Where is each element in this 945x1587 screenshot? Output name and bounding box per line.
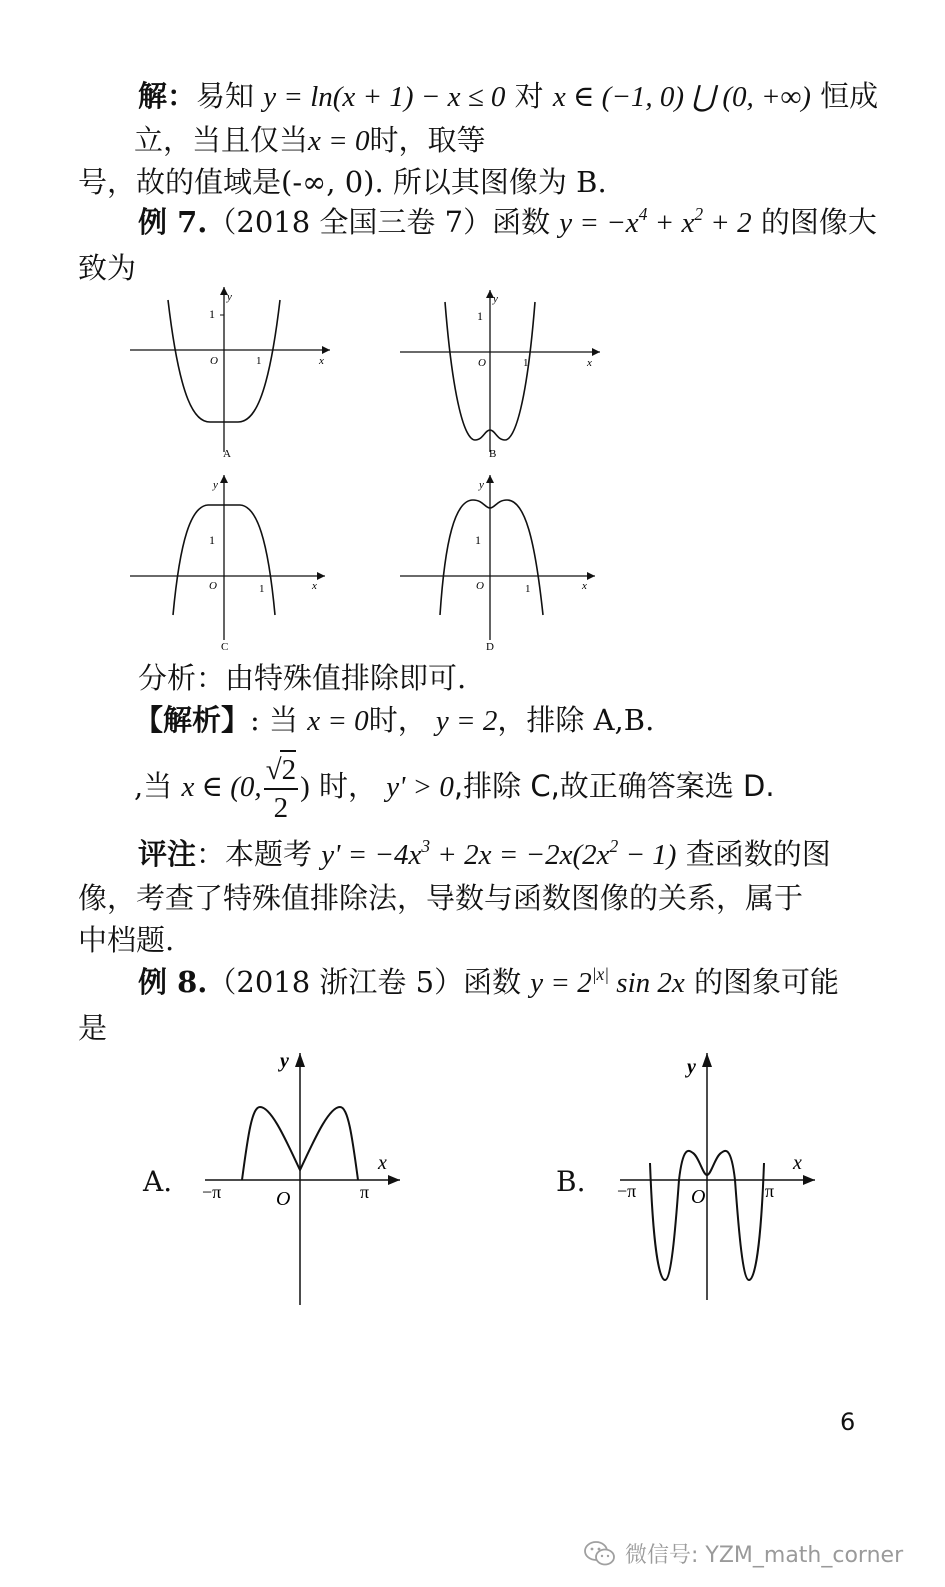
solution-expr: x = 0 bbox=[308, 125, 370, 157]
solution-text: 立，当且仅当 bbox=[134, 123, 309, 157]
example7-function: $y = -x^4 + x^2 + 2$ bbox=[559, 203, 752, 239]
comment-text: 查函数的图 bbox=[685, 837, 831, 871]
wechat-id: 微信号: YZM_math_corner bbox=[625, 1543, 904, 1568]
origin-label: O bbox=[276, 1188, 291, 1210]
example8-function: $y = 2^{|x|}$ sin 2x bbox=[530, 963, 685, 999]
y-arrow bbox=[295, 1053, 305, 1067]
example7-line-1 bbox=[138, 202, 877, 243]
example8-source: （2018 浙江卷 5）函数 bbox=[207, 965, 522, 999]
solution-expr: y = ln(x + 1) − x ≤ 0 bbox=[263, 81, 506, 113]
tick-label: 1 bbox=[477, 309, 483, 323]
x-label: x bbox=[587, 357, 592, 369]
solution-text: 时，取等 bbox=[369, 123, 486, 157]
example8-text: 的图象可能 bbox=[693, 965, 839, 999]
comment-line-2: 像，考查了特殊值排除法，导数与函数图像的关系，属于 bbox=[78, 881, 804, 915]
example8-line-1 bbox=[138, 962, 839, 1003]
x-arrow bbox=[322, 346, 330, 354]
graph-label-C: C bbox=[221, 641, 229, 653]
jiexi-text: : 当 bbox=[250, 703, 299, 737]
solution-text: 易知 bbox=[196, 79, 255, 113]
comment-text: ：本题考 bbox=[196, 837, 313, 871]
tick-label: 1 bbox=[256, 355, 262, 367]
option-B-label: B. bbox=[556, 1165, 586, 1198]
x-label: x bbox=[582, 580, 587, 592]
graph-A bbox=[125, 282, 345, 460]
option-A-label: A. bbox=[143, 1165, 173, 1198]
y-arrow bbox=[486, 475, 494, 483]
tick-label: 1 bbox=[475, 533, 481, 547]
curve-D bbox=[440, 500, 543, 615]
pi-label: π bbox=[765, 1181, 775, 1201]
example7-line-2: 致为 bbox=[78, 251, 137, 285]
wechat-icon bbox=[583, 1540, 617, 1568]
graph-B bbox=[395, 282, 615, 460]
y-label: y bbox=[280, 1050, 289, 1072]
page-number: 6 bbox=[840, 1408, 856, 1436]
tick-label: 1 bbox=[209, 307, 215, 321]
analysis-line: 分析：由特殊值排除即可. bbox=[138, 661, 467, 695]
tick-label: 1 bbox=[525, 583, 531, 595]
comment-label: 评注 bbox=[138, 837, 197, 871]
x-label: x bbox=[793, 1152, 802, 1174]
y-label: y bbox=[493, 293, 498, 305]
jiexi-expr: ) bbox=[300, 771, 310, 803]
y-arrow bbox=[702, 1053, 712, 1067]
jiexi-text: ,当 bbox=[134, 769, 173, 803]
pi-label: π bbox=[360, 1182, 370, 1202]
jiexi-expr: x ∈ (0, bbox=[181, 771, 262, 803]
example7-source: （2018 全国三卷 7）函数 bbox=[207, 205, 551, 239]
jiexi-expr: y = 2 bbox=[435, 705, 498, 737]
origin-label: O bbox=[478, 357, 486, 369]
jiexi-line-1 bbox=[134, 700, 654, 741]
solution-text: 对 bbox=[514, 79, 544, 113]
comment-line-1 bbox=[138, 834, 831, 875]
origin-label: O bbox=[691, 1186, 706, 1208]
solution-label: 解： bbox=[138, 79, 197, 113]
graph-C bbox=[125, 470, 345, 655]
graph-8A bbox=[200, 1045, 410, 1310]
y-label: y bbox=[687, 1056, 696, 1078]
jiexi-text: ,排除 C,故正确答案选 D. bbox=[453, 769, 775, 803]
example8-label: 例 8. bbox=[138, 965, 208, 999]
solution-text: 恒成 bbox=[820, 79, 879, 113]
jiexi-text: 时， bbox=[368, 703, 427, 737]
x-arrow bbox=[587, 572, 595, 580]
y-label: y bbox=[479, 479, 484, 491]
graph-D bbox=[395, 470, 615, 655]
jiexi-line-2 bbox=[134, 748, 775, 826]
x-label: x bbox=[319, 355, 324, 367]
tick-label: 1 bbox=[259, 583, 265, 595]
x-arrow bbox=[803, 1175, 815, 1185]
graph-label-A: A bbox=[223, 448, 231, 460]
solution-line-2 bbox=[134, 120, 485, 161]
neg-pi-label: −π bbox=[617, 1181, 637, 1201]
example7-label: 例 7. bbox=[138, 205, 208, 239]
jiexi-expr: y' > 0 bbox=[386, 771, 454, 803]
comment-expr: $y' = -4x^3 + 2x = -2x(2x^2 - 1)$ bbox=[321, 835, 677, 871]
y-arrow bbox=[220, 475, 228, 483]
x-arrow bbox=[317, 572, 325, 580]
tick-label: 1 bbox=[209, 533, 215, 547]
jiexi-text: ，排除 A,B. bbox=[497, 703, 655, 737]
tick-label: 1 bbox=[523, 357, 529, 369]
origin-label: O bbox=[209, 580, 217, 592]
x-arrow bbox=[592, 348, 600, 356]
solution-expr: x ∈ (−1, 0) ⋃ (0, +∞) bbox=[552, 81, 811, 113]
y-label: y bbox=[213, 479, 218, 491]
origin-label: O bbox=[476, 580, 484, 592]
graph-label-D: D bbox=[486, 641, 494, 653]
solution-line-3: 号，故的值域是(-∞, 0). 所以其图像为 B. bbox=[78, 165, 607, 199]
footer-watermark bbox=[583, 1538, 903, 1569]
neg-pi-label: −π bbox=[202, 1182, 222, 1202]
x-arrow bbox=[388, 1175, 400, 1185]
jiexi-label: 【解析】 bbox=[134, 703, 251, 737]
comment-line-3: 中档题. bbox=[78, 923, 175, 957]
solution-line-1 bbox=[138, 76, 878, 117]
sqrt2-over-2: $\frac{√2}{2}$ bbox=[264, 750, 298, 826]
origin-label: O bbox=[210, 355, 218, 367]
jiexi-expr: x = 0 bbox=[307, 705, 369, 737]
graph-8B bbox=[615, 1045, 825, 1310]
y-label: y bbox=[227, 291, 232, 303]
example8-line-2: 是 bbox=[78, 1011, 108, 1045]
jiexi-text: 时， bbox=[319, 769, 378, 803]
graph-label-B: B bbox=[489, 448, 497, 460]
x-label: x bbox=[378, 1152, 387, 1174]
x-label: x bbox=[312, 580, 317, 592]
example7-text: 的图像大 bbox=[760, 205, 877, 239]
